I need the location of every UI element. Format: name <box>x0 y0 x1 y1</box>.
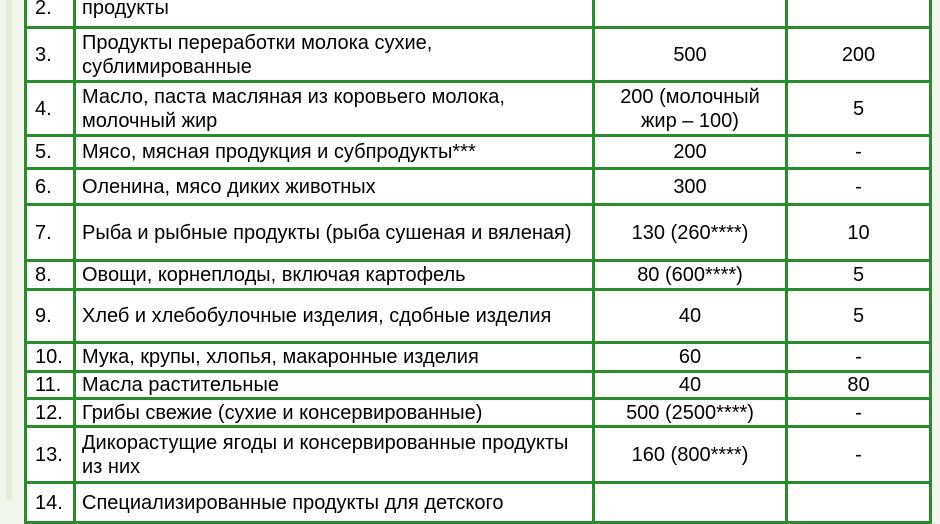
product-name: Оленина, мясо диких животных <box>75 169 594 205</box>
table-row <box>26 136 931 169</box>
norm-value <box>594 483 787 523</box>
extra-value: 10 <box>787 205 931 261</box>
row-number: 12. <box>26 399 75 427</box>
ration-table <box>24 0 932 524</box>
product-name: Мясо, мясная продукция и субпродукты*** <box>75 136 594 169</box>
row-number: 10. <box>26 343 75 372</box>
norm-value: 300 <box>594 169 787 205</box>
extra-value: 5 <box>787 261 931 290</box>
extra-value: - <box>787 399 931 427</box>
row-number: 3. <box>26 28 75 82</box>
table-row <box>26 399 931 427</box>
extra-value: - <box>787 343 931 372</box>
norm-value: 200 (молочный жир – 100) <box>594 82 787 136</box>
table-row <box>26 205 931 261</box>
norm-value: 500 (2500****) <box>594 399 787 427</box>
extra-value: 5 <box>787 290 931 343</box>
row-number: 2. <box>26 0 75 28</box>
row-number: 11. <box>26 372 75 399</box>
row-number: 14. <box>26 483 75 523</box>
norm-value: 40 <box>594 290 787 343</box>
product-name: Мука, крупы, хлопья, макаронные изделия <box>75 343 594 372</box>
table-row <box>26 372 931 399</box>
norm-value: 200 <box>594 136 787 169</box>
product-name: Хлеб и хлебобулочные изделия, сдобные изделия <box>75 290 594 343</box>
norm-value: 160 (800****) <box>594 427 787 483</box>
extra-value <box>787 483 931 523</box>
norm-value: 80 (600****) <box>594 261 787 290</box>
row-number: 13. <box>26 427 75 483</box>
table-row <box>26 483 931 523</box>
product-name: Овощи, корнеплоды, включая картофель <box>75 261 594 290</box>
product-name: Масла растительные <box>75 372 594 399</box>
extra-value: 200 <box>787 28 931 82</box>
extra-value <box>787 0 931 28</box>
table-row <box>26 427 931 483</box>
row-number: 4. <box>26 82 75 136</box>
table-row <box>26 290 931 343</box>
norm-value: 130 (260****) <box>594 205 787 261</box>
extra-value: - <box>787 169 931 205</box>
product-name: Грибы свежие (сухие и консервированные) <box>75 399 594 427</box>
left-margin-stripe <box>6 0 12 500</box>
row-number: 9. <box>26 290 75 343</box>
norm-value: 500 <box>594 28 787 82</box>
product-name: продукты <box>75 0 594 28</box>
table-row <box>26 169 931 205</box>
row-number: 7. <box>26 205 75 261</box>
ration-table-body <box>26 0 931 523</box>
row-number: 5. <box>26 136 75 169</box>
product-name: Продукты переработки молока сухие, сублимированные <box>75 28 594 82</box>
table-row <box>26 82 931 136</box>
extra-value: - <box>787 136 931 169</box>
norm-value: 60 <box>594 343 787 372</box>
norm-value: 40 <box>594 372 787 399</box>
row-number: 8. <box>26 261 75 290</box>
extra-value: 5 <box>787 82 931 136</box>
product-name: Дикорастущие ягоды и консервированные продукты из них <box>75 427 594 483</box>
table-row <box>26 0 931 28</box>
product-name: Специализированные продукты для детского <box>75 483 594 523</box>
norm-value <box>594 0 787 28</box>
table-row <box>26 28 931 82</box>
ration-table-container <box>24 0 932 524</box>
table-row <box>26 261 931 290</box>
row-number: 6. <box>26 169 75 205</box>
table-row <box>26 343 931 372</box>
product-name: Рыба и рыбные продукты (рыба сушеная и вяленая) <box>75 205 594 261</box>
extra-value: 80 <box>787 372 931 399</box>
product-name: Масло, паста масляная из коровьего молока, молочный жир <box>75 82 594 136</box>
extra-value: - <box>787 427 931 483</box>
